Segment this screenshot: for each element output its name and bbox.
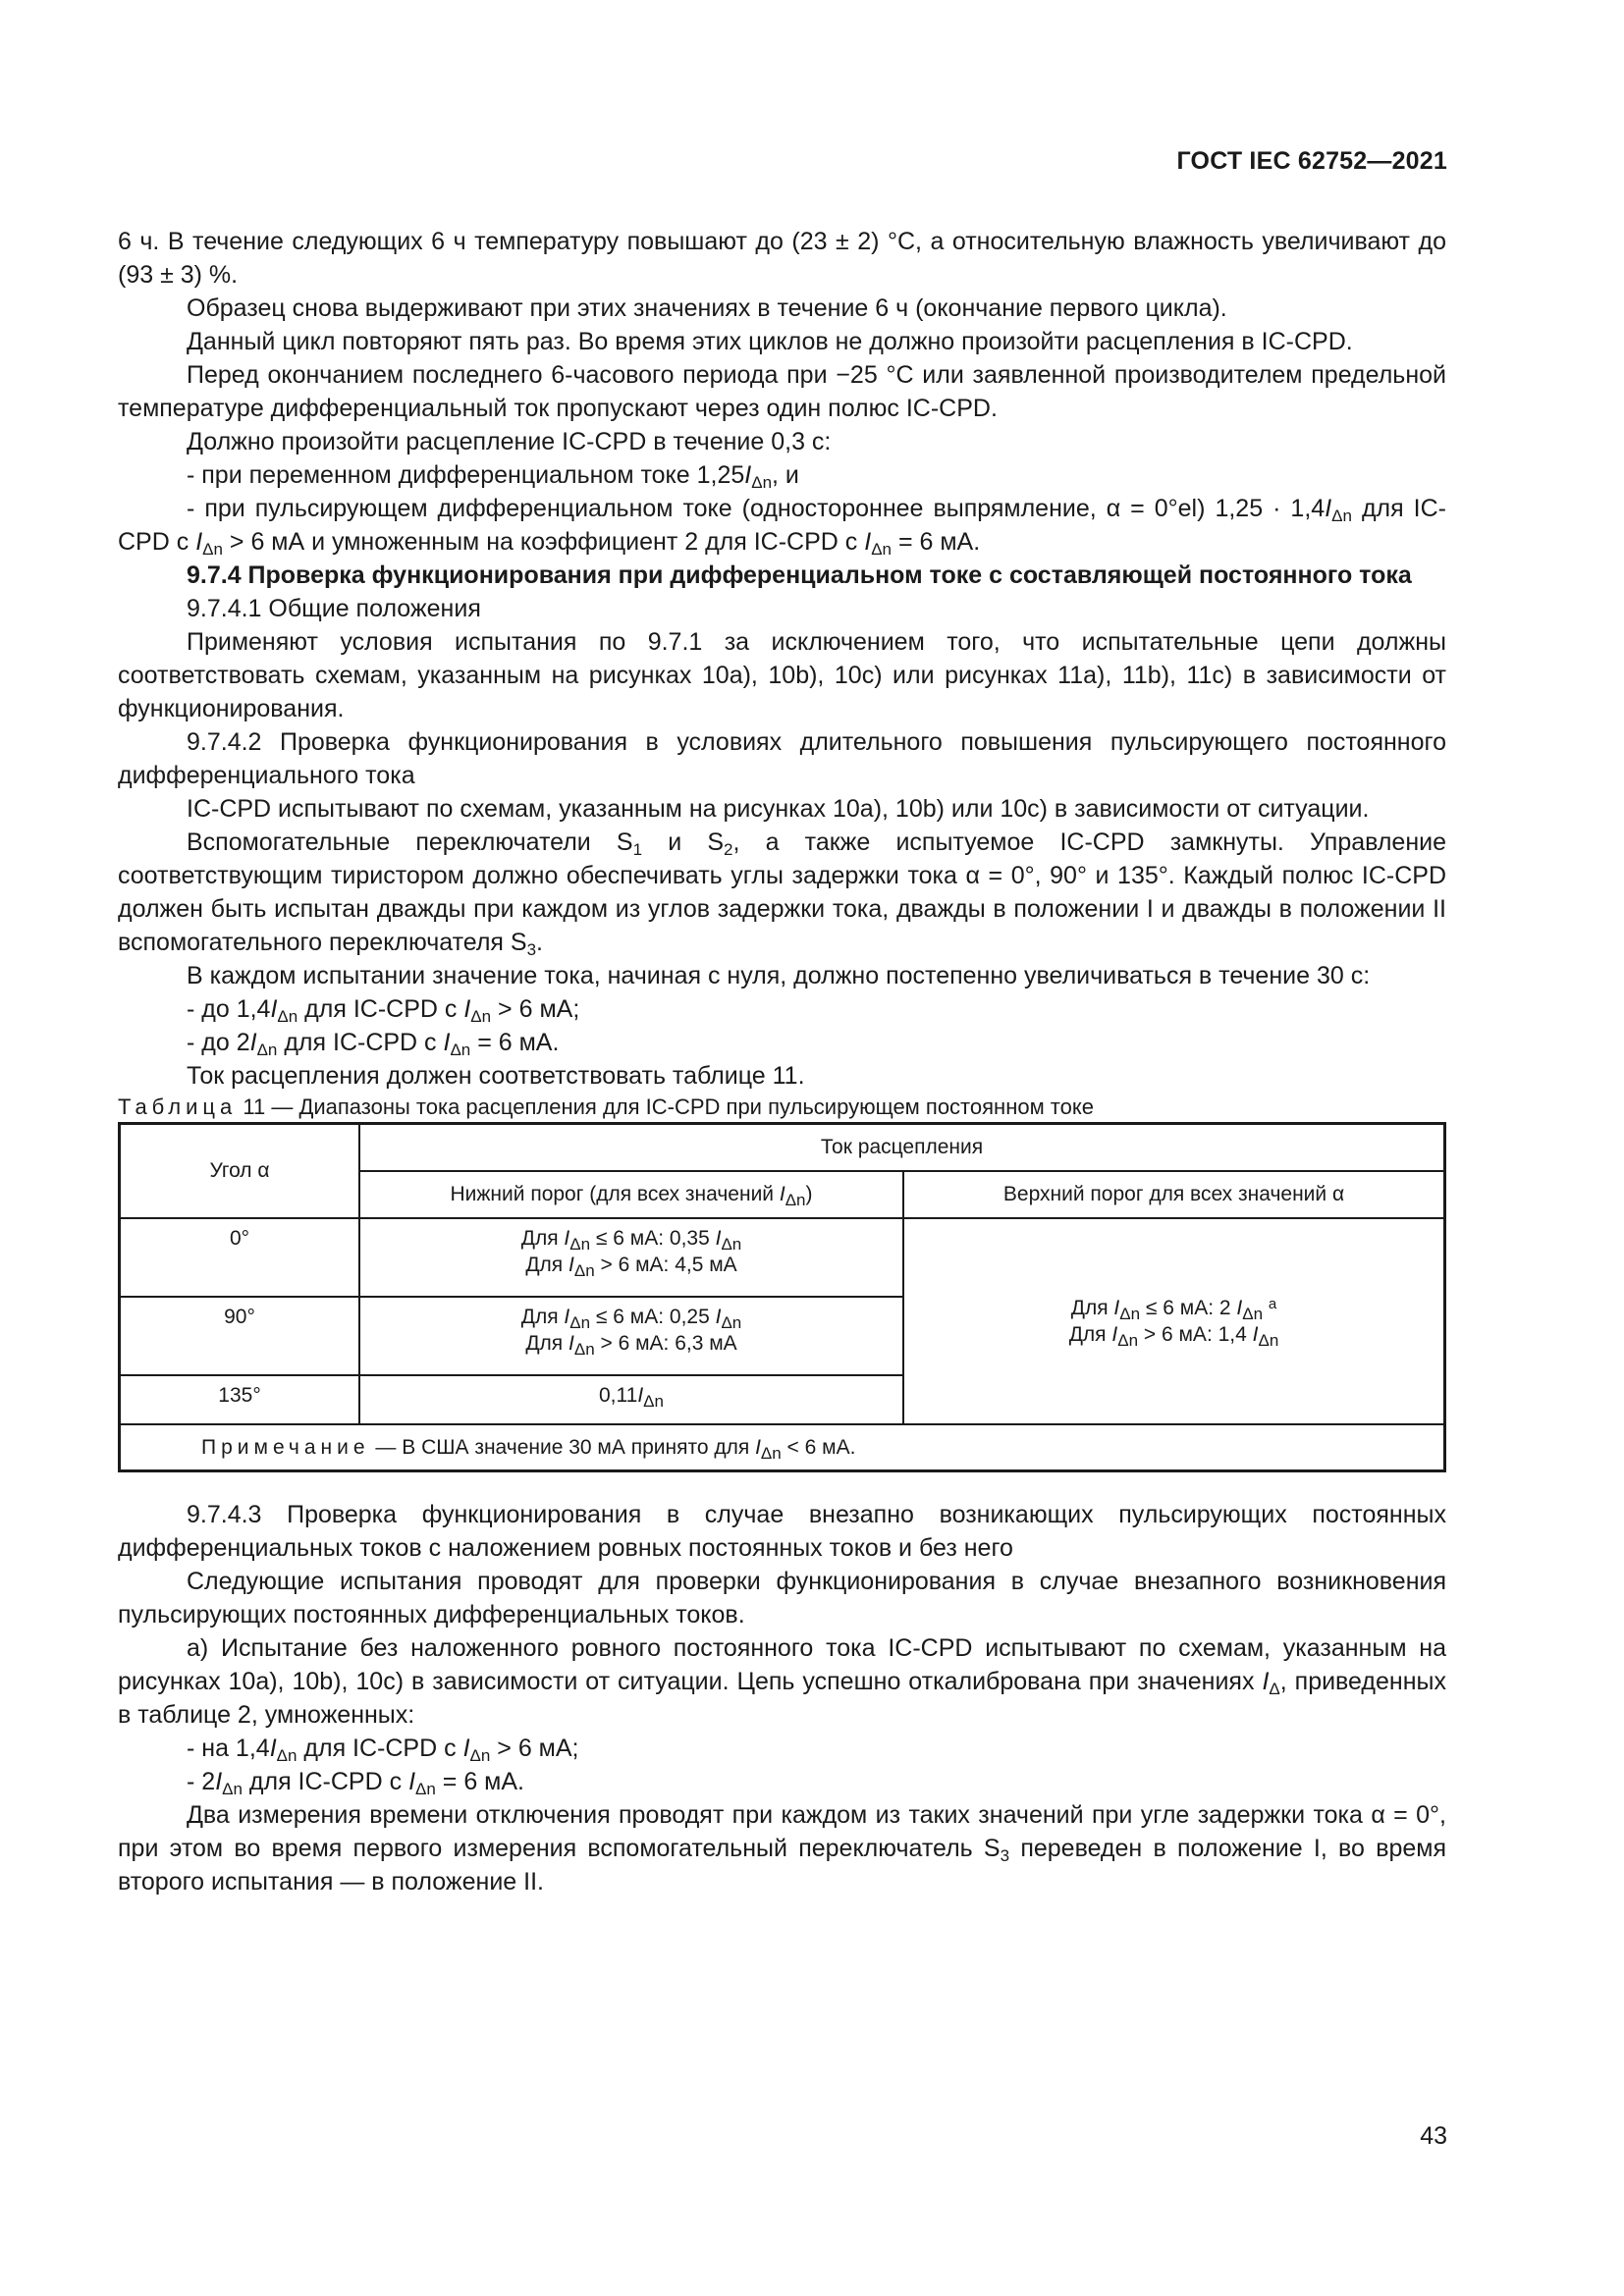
- trip-current-table: [118, 1122, 1446, 1472]
- page-number: 43: [1420, 2122, 1447, 2150]
- subsection-title: 9.7.4.3 Проверка функционирования в случае внезапно возникающих пульсирующих постоянных дифференциальных токов с наложением ровных постоянных токов и без него: [118, 1501, 1446, 1562]
- table-cell-lower: $0,11I_{\Delta n}$: [359, 1375, 903, 1424]
- table-caption: Таблица 11 — Диапазоны тока расцепления для IC-CPD при пульсирующем постоянном токе: [118, 1095, 1094, 1119]
- section-heading: 9.7.4 Проверка функционирования при дифференциальном токе с составляющей постоянного тока: [187, 561, 1412, 589]
- header-upper-threshold: Верхний порог для всех значений α: [903, 1171, 1445, 1218]
- paragraph: Перед окончанием последнего 6-часового периода при −25 °С или заявленной производителем предельной температуре дифференциальный ток пропускают через один полюс IC-CPD.: [118, 361, 1446, 422]
- paragraph: Образец снова выдерживают при этих значениях в течение 6 ч (окончание первого цикла).: [187, 294, 1227, 322]
- paragraph: Ток расцепления должен соответствовать таблице 11.: [187, 1062, 805, 1090]
- list-item: - до $2I_{\Delta n}$ для IC-CPD с $I_{\Delta n} = 6$ мА.: [187, 1029, 560, 1059]
- subsection-title: 9.7.4.1 Общие положения: [187, 595, 481, 622]
- list-item: - $2I_{\Delta n}$ для IC-CPD с $I_{\Delta n} = 6$ мА.: [187, 1768, 524, 1798]
- table-cell-lower: Для $I_{\Delta n} \le 6$ мА: 0,25 $I_{\Delta n}$ Для $I_{\Delta n} > 6$ мА: 6,3 мА: [359, 1297, 903, 1375]
- paragraph: Следующие испытания проводят для проверки функционирования в случае внезапного возникновения пульсирующих постоянных дифференциальных токов.: [118, 1568, 1446, 1629]
- subsection-title: 9.7.4.2 Проверка функционирования в условиях длительного повышения пульсирующего постоянного дифференциального тока: [118, 728, 1446, 789]
- paragraph: Должно произойти расцепление IC-CPD в течение 0,3 с:: [187, 428, 832, 455]
- table-note: Примечание — В США значение 30 мА принято для $I_{\Delta n} < 6$ мА.: [120, 1424, 1445, 1471]
- table-cell-upper: Для $I_{\Delta n} \le 6$ мА: 2 $I_{\Delta n}$ $^а$ Для $I_{\Delta n} > 6$ мА: 1,4 $I_{\Delta n}$: [903, 1218, 1445, 1424]
- list-item: - при переменном дифференциальном токе $1,25I_{\Delta n}$, и: [187, 461, 799, 492]
- header-lower-threshold: Нижний порог (для всех значений $I_{\Delta n}$): [359, 1171, 903, 1218]
- list-item: - на $1,4I_{\Delta n}$ для IC-CPD с $I_{\Delta n} > 6$ мА;: [187, 1735, 579, 1765]
- paragraph: а) Испытание без наложенного ровного постоянного тока IC-CPD испытывают по схемам, указанным на рисунках 10а), 10b), 10с) в зависимости от ситуации. Цепь успешно откалибрована при значениях $I_\Delta$, приведенных в таблице 2, умноженных:: [118, 1634, 1446, 1729]
- paragraph: Вспомогательные переключатели $S_1$ и $S_2$, а также испытуемое IC-CPD замкнуты. Управление соответствующим тиристором должно обеспечивать углы задержки тока α = 0°, 90° и 135°. Каждый полюс IC-CPD должен быть испытан дважды при каждом из углов задержки тока, дважды в положении I и дважды в положении II вспомогательного переключателя $S_3$.: [118, 828, 1447, 959]
- list-item: - при пульсирующем дифференциальном токе (одностороннее выпрямление, α = 0°el) $1,25 \cdot 1,4I_{\Delta n}$ для IC-CPD с $I_{\Delta n} > 6$ мА и умноженным на коэффициент 2 для IC-CPD с $I_{\Delta n} = 6$ мА.: [118, 495, 1446, 559]
- table-cell-lower: Для $I_{\Delta n} \le 6$ мА: 0,35 $I_{\Delta n}$ Для $I_{\Delta n} > 6$ мА: 4,5 мА: [359, 1218, 903, 1297]
- paragraph: В каждом испытании значение тока, начиная с нуля, должно постепенно увеличиваться в течение 30 с:: [187, 962, 1371, 989]
- header-angle: Угол α: [120, 1124, 360, 1218]
- table-cell-angle: 135°: [120, 1375, 360, 1424]
- paragraph: Применяют условия испытания по 9.7.1 за исключением того, что испытательные цепи должны соответствовать схемам, указанным на рисунках 10а), 10b), 10с) или рисунках 11а), 11b), 11с) в зависимости от функционирования.: [118, 628, 1446, 722]
- table-cell-angle: 90°: [120, 1297, 360, 1375]
- page-content: [118, 225, 1446, 1898]
- standard-header: ГОСТ IEC 62752—2021: [1176, 147, 1447, 175]
- paragraph: Два измерения времени отключения проводят при каждом из таких значений при угле задержки тока α = 0°, при этом во время первого измерения вспомогательный переключатель $S_3$ переведен в положение I, во время второго испытания — в положение II.: [118, 1801, 1447, 1896]
- table-cell-angle: 0°: [120, 1218, 360, 1297]
- paragraph: Данный цикл повторяют пять раз. Во время этих циклов не должно произойти расцепления в IC-CPD.: [187, 328, 1353, 355]
- list-item: - до $1,4I_{\Delta n}$ для IC-CPD с $I_{\Delta n} > 6$ мА;: [187, 995, 580, 1026]
- header-trip-current: Ток расцепления: [359, 1124, 1445, 1171]
- paragraph: IC-CPD испытывают по схемам, указанным на рисунках 10а), 10b) или 10с) в зависимости от ситуации.: [187, 795, 1370, 823]
- paragraph: 6 ч. В течение следующих 6 ч температуру повышают до (23 ± 2) °С, а относительную влажность увеличивают до (93 ± 3) %.: [118, 228, 1446, 289]
